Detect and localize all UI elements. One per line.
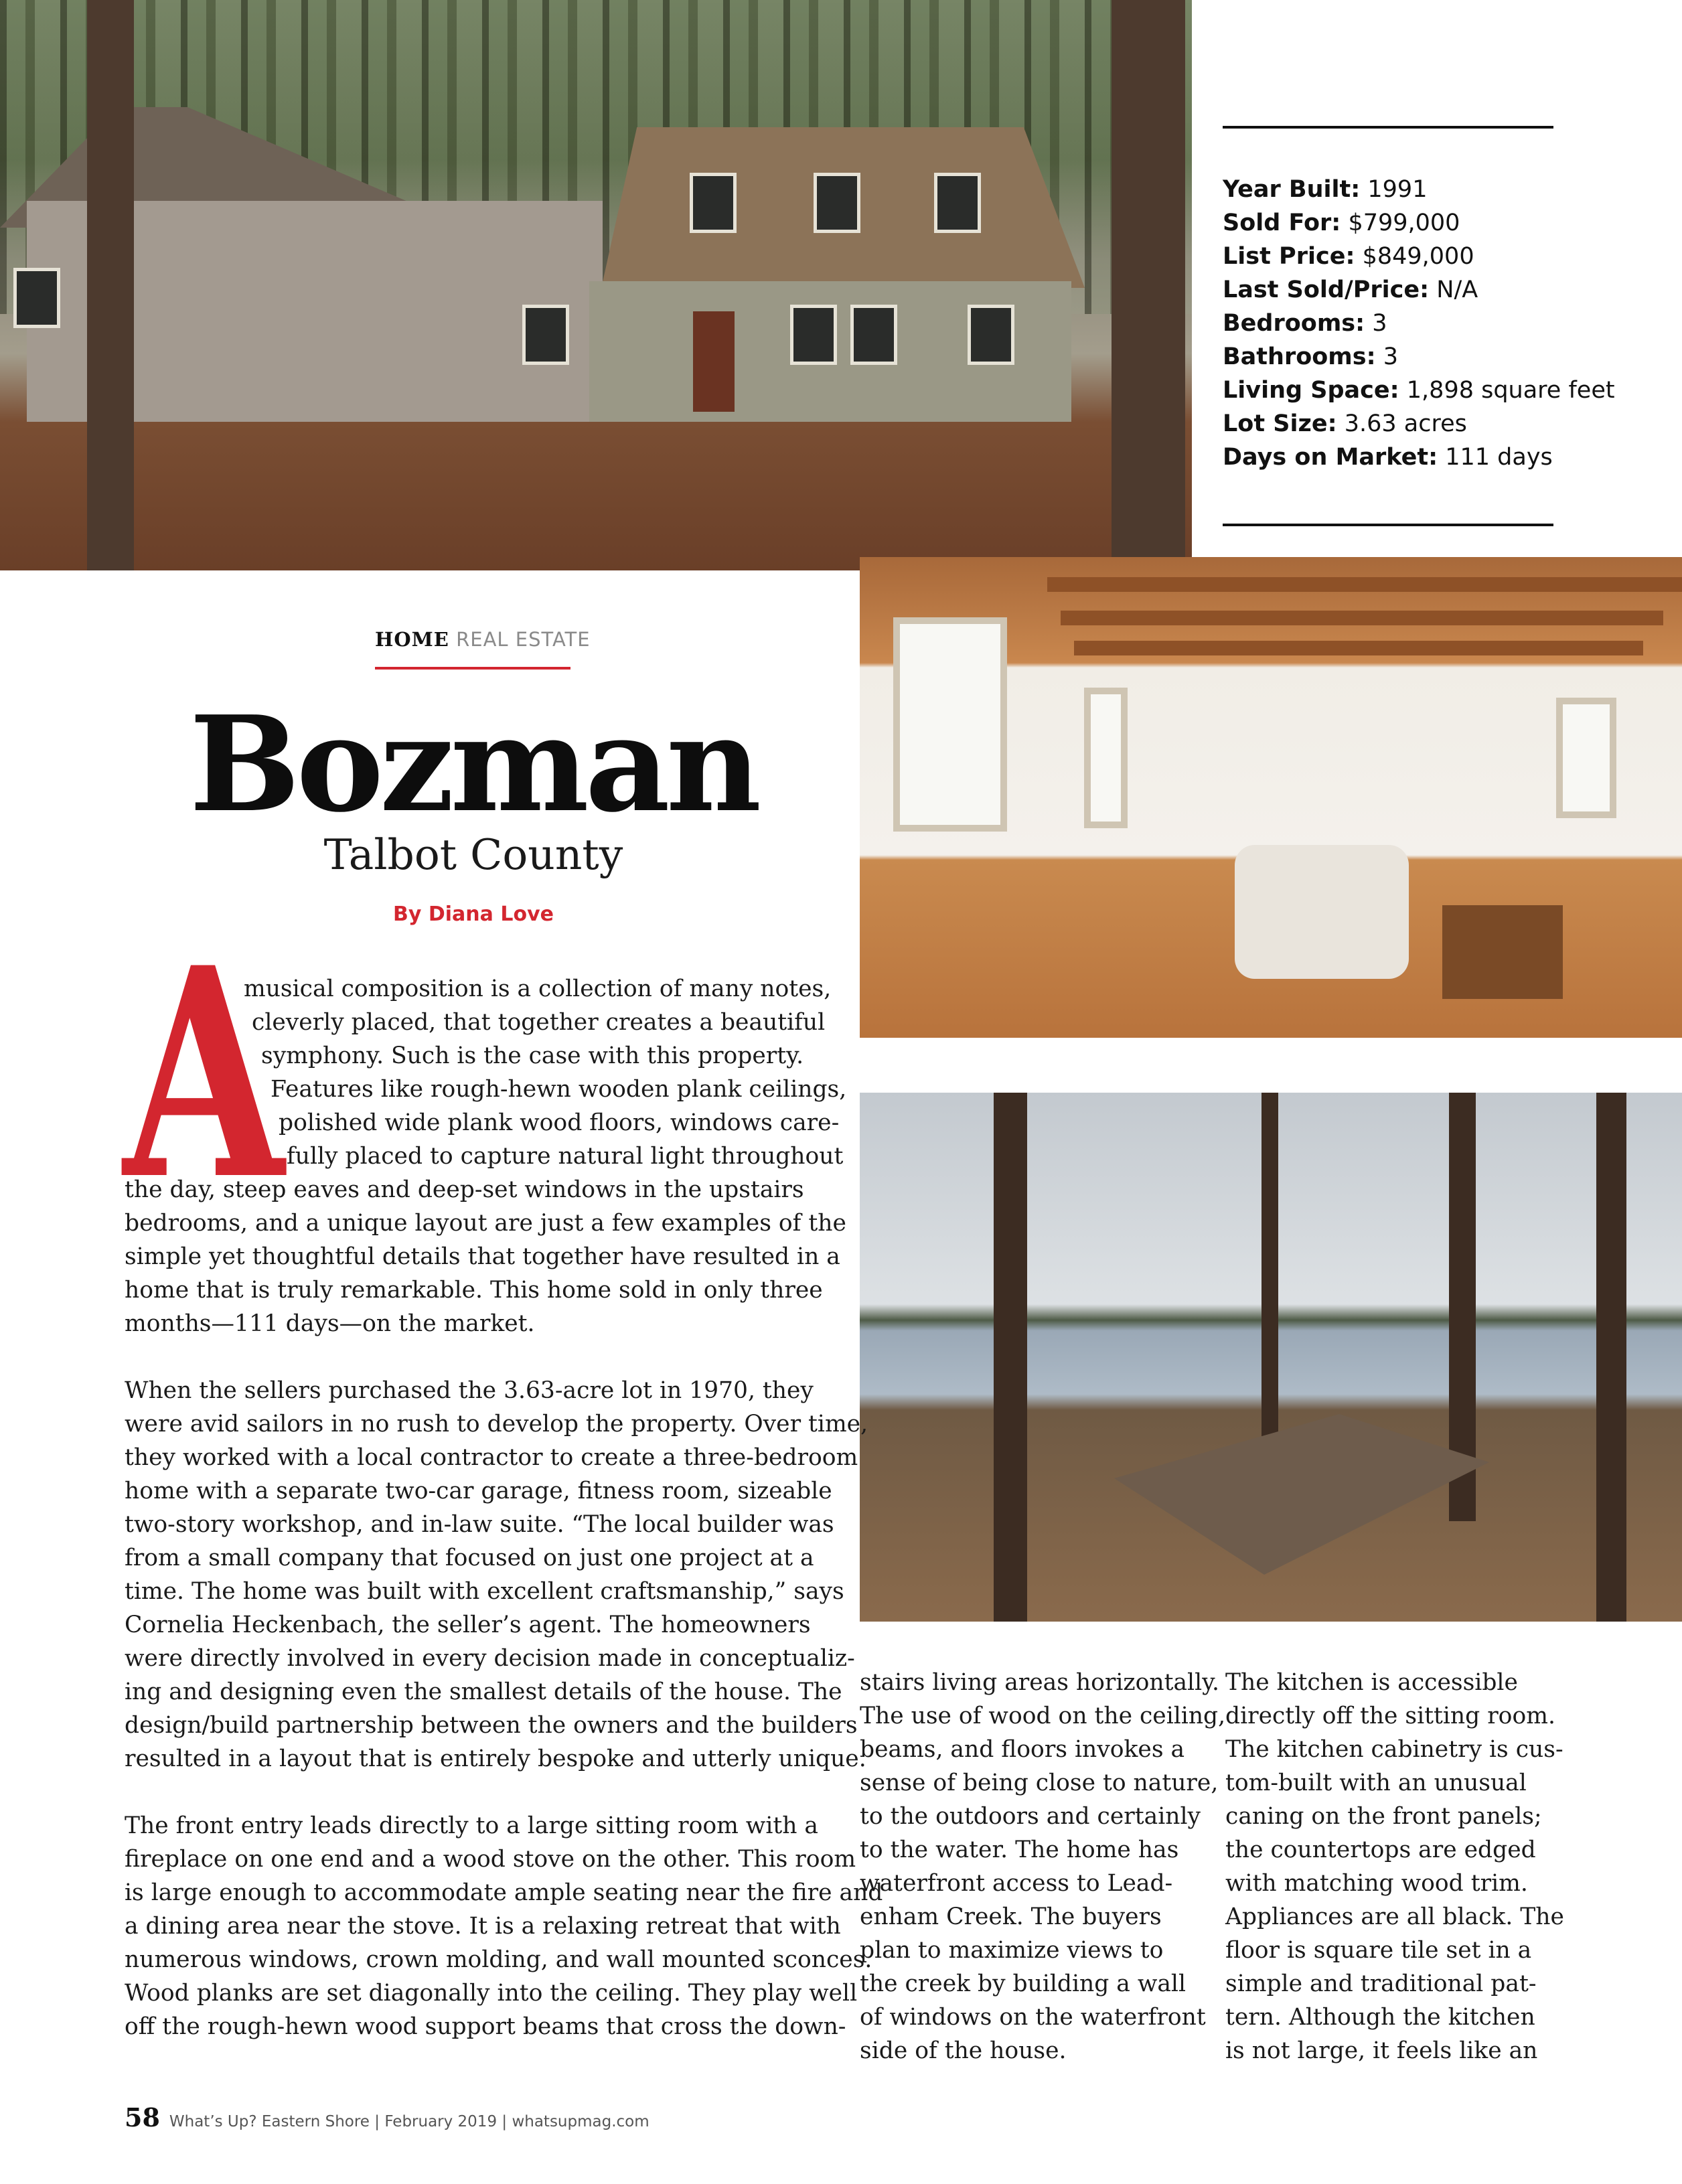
tree-trunk <box>87 0 134 570</box>
text-line: side of the house. <box>860 2037 1067 2064</box>
text-line: bedrooms, and a unique layout are just a few examples of the <box>125 1210 846 1237</box>
text-line: to the water. The home has <box>860 1837 1179 1863</box>
footer-publication-info: What’s Up? Eastern Shore | February 2019 | whatsupmag.com <box>169 2113 649 2130</box>
byline: By Diana Love <box>393 903 554 926</box>
stat-lot-size: Lot Size: 3.63 acres <box>1223 410 1467 437</box>
text-line: Wood planks are set diagonally into the ceiling. They play well <box>125 1980 858 2007</box>
article-title: Bozman <box>189 688 758 842</box>
text-line: is large enough to accommodate ample seating near the fire and <box>125 1879 883 1906</box>
text-line: is not large, it feels like an <box>1225 2037 1538 2064</box>
window <box>1556 698 1616 818</box>
stats-bottom-rule <box>1223 524 1553 526</box>
property-stats <box>1223 173 1615 474</box>
text-line: from a small company that focused on just one project at a <box>125 1545 814 1571</box>
text-line: musical composition is a collection of many notes, <box>244 976 832 1002</box>
text-line: of windows on the waterfront <box>860 2004 1206 2031</box>
text-line: simple yet thoughtful details that together have resulted in a <box>125 1243 840 1270</box>
column-two-text <box>860 1666 1225 2068</box>
text-line: ing and designing even the smallest details of the house. The <box>125 1679 842 1705</box>
text-line: design/build partnership between the owners and the builders <box>125 1712 858 1739</box>
text-line: a dining area near the stove. It is a relaxing retreat that with <box>125 1913 841 1940</box>
stat-bathrooms: Bathrooms: 3 <box>1223 343 1399 370</box>
stat-days-on-market: Days on Market: 111 days <box>1223 444 1553 471</box>
stat-year-built: Year Built: 1991 <box>1223 176 1428 203</box>
text-line: The front entry leads directly to a large sitting room with a <box>125 1812 818 1839</box>
window <box>1084 688 1128 828</box>
page-number: 58 <box>125 2102 160 2132</box>
section-underline <box>375 667 570 670</box>
text-line: enham Creek. The buyers <box>860 1903 1162 1930</box>
tree-trunk <box>1112 0 1185 570</box>
house-window <box>968 305 1014 365</box>
text-line: polished wide plank wood floors, windows care- <box>279 1109 840 1136</box>
text-line: with matching wood trim. <box>1225 1870 1528 1897</box>
text-line: cleverly placed, that together creates a beautiful <box>252 1009 826 1036</box>
house-exterior-photo <box>0 0 1192 570</box>
text-line: The kitchen cabinetry is cus- <box>1225 1736 1563 1763</box>
column-three-text <box>1225 1666 1564 2068</box>
living-room-photo <box>860 557 1682 1038</box>
front-door <box>693 311 735 412</box>
tree-trunk <box>1262 1093 1278 1468</box>
paragraph-front-entry <box>125 1809 883 2043</box>
dormer-window <box>690 173 737 233</box>
dormer-window <box>814 173 860 233</box>
text-line: sense of being close to nature, <box>860 1770 1219 1796</box>
text-line: tom-built with an unusual <box>1225 1770 1527 1796</box>
ceiling-beam <box>1074 641 1643 655</box>
text-line: The kitchen is accessible <box>1225 1669 1518 1696</box>
stat-list-price: List Price: $849,000 <box>1223 243 1474 270</box>
text-line: Appliances are all black. The <box>1225 1903 1564 1930</box>
ceiling-beam <box>1061 611 1663 625</box>
white-armchair <box>1235 845 1409 979</box>
text-line: resulted in a layout that is entirely bespoke and utterly unique. <box>125 1745 866 1772</box>
house-window <box>790 305 837 365</box>
text-line: Features like rough-hewn wooden plank ceilings, <box>271 1076 847 1103</box>
text-line: When the sellers purchased the 3.63-acre lot in 1970, they <box>125 1377 814 1404</box>
text-line: floor is square tile set in a <box>1225 1937 1532 1964</box>
text-line: directly off the sitting room. <box>1225 1703 1555 1729</box>
text-line: time. The home was built with excellent craftsmanship,” says <box>125 1578 844 1605</box>
text-line: symphony. Such is the case with this property. <box>261 1042 804 1069</box>
text-line: were directly involved in every decision made in conceptualiz- <box>125 1645 855 1672</box>
stat-living-space: Living Space: 1,898 square feet <box>1223 377 1615 404</box>
house-window <box>13 268 60 328</box>
text-line: fireplace on one end and a wood stove on the other. This room <box>125 1846 856 1873</box>
text-line: to the outdoors and certainly <box>860 1803 1201 1830</box>
text-line: were avid sailors in no rush to develop the property. Over time, <box>125 1411 868 1437</box>
text-line: numerous windows, crown molding, and wall mounted sconces. <box>125 1946 872 1973</box>
text-line: tern. Although the kitchen <box>1225 2004 1535 2031</box>
text-line: the creek by building a wall <box>860 1970 1186 1997</box>
text-line: the day, steep eaves and deep-set windows in the upstairs <box>125 1176 804 1203</box>
text-line: home that is truly remarkable. This home sold in only three <box>125 1277 823 1304</box>
text-line: fully placed to capture natural light throughout <box>287 1143 844 1170</box>
stat-last-sold: Last Sold/Price: N/A <box>1223 277 1478 303</box>
tree-trunk <box>994 1093 1027 1622</box>
house-window <box>522 305 569 365</box>
drop-cap: A <box>123 905 285 1243</box>
text-line: The use of wood on the ceiling, <box>860 1703 1226 1729</box>
section-tag: HOME REAL ESTATE <box>375 628 591 651</box>
text-line: plan to maximize views to <box>860 1937 1164 1964</box>
tree-trunk <box>1596 1093 1626 1622</box>
text-line: Cornelia Heckenbach, the seller’s agent. The homeowners <box>125 1612 811 1638</box>
text-line: two-story workshop, and in-law suite. “The local builder was <box>125 1511 834 1538</box>
text-line: caning on the front panels; <box>1225 1803 1542 1830</box>
article-subtitle: Talbot County <box>323 830 623 879</box>
text-line: stairs living areas horizontally. <box>860 1669 1219 1696</box>
house-window <box>850 305 897 365</box>
text-line: the countertops are edged <box>1225 1837 1536 1863</box>
text-line: they worked with a local contractor to create a three-bedroom <box>125 1444 858 1471</box>
ceiling-beam <box>1047 577 1682 592</box>
wooden-chest <box>1442 905 1563 999</box>
page-footer <box>125 2102 649 2132</box>
text-line: off the rough-hewn wood support beams that cross the down- <box>125 2013 846 2040</box>
stat-sold-for: Sold For: $799,000 <box>1223 210 1460 236</box>
stat-bedrooms: Bedrooms: 3 <box>1223 310 1387 337</box>
stats-top-rule <box>1223 126 1553 129</box>
wooden-deck <box>1114 1414 1489 1575</box>
text-line: beams, and floors invokes a <box>860 1736 1185 1763</box>
text-line: waterfront access to Lead- <box>860 1870 1173 1897</box>
text-line: months—111 days—on the market. <box>125 1310 535 1337</box>
dormer-window <box>934 173 981 233</box>
waterfront-deck-photo <box>860 1093 1682 1622</box>
paragraph-sellers <box>125 1374 868 1776</box>
text-line: simple and traditional pat- <box>1225 1970 1537 1997</box>
text-line: home with a separate two-car garage, fitness room, sizeable <box>125 1478 832 1504</box>
